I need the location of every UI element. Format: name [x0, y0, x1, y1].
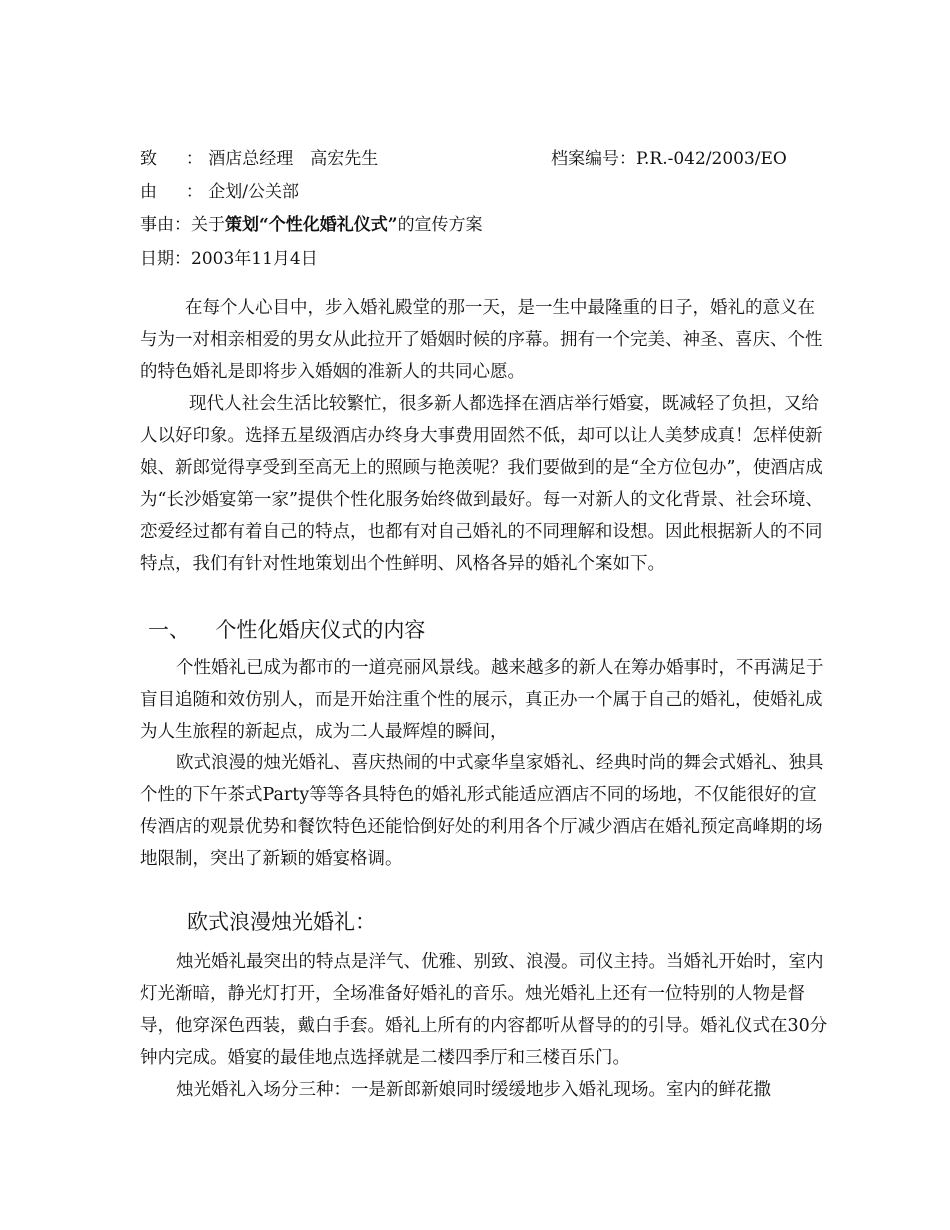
- memo-subject-prefix: 事由：关于: [140, 215, 225, 235]
- subsection-paragraph-2: 烛光婚礼入场分三种：一是新郎新娘同时缓缓地步入婚礼现场。室内的鲜花撒: [176, 1080, 771, 1100]
- memo-subject: [140, 210, 483, 235]
- section-number: 一、: [148, 618, 190, 642]
- memo-to-value: 酒店总经理 高宏先生: [208, 149, 379, 169]
- memo-to-colon: ：: [185, 149, 203, 169]
- section-heading: [148, 614, 425, 644]
- section-paragraph-2: 欧式浪漫的烛光婚礼、喜庆热闹的中式豪华皇家婚礼、经典时尚的舞会式婚礼、独具个性的下午茶式Party等等各具特色的婚礼形式能适应酒店不同的场地，不仅能很好的宣传酒店的观景优势和餐饮特色还能恰倒好处的利用各个厅减少酒店在婚礼预定高峰期的场地限制，突出了新颖的婚宴格调。: [140, 753, 824, 869]
- intro-paragraph-1: 在每个人心目中，步入婚礼殿堂的那一天，是一生中最隆重的日子，婚礼的意义在与为一对相亲相爱的男女从此拉开了婚姻时候的序幕。拥有一个完美、神圣、喜庆、个性的特色婚礼是即将步入婚姻的准新人的共同心愿。: [140, 298, 823, 382]
- section-paragraph-1: 个性婚礼已成为都市的一道亮丽风景线。越来越多的新人在筹办婚事时，不再满足于盲目追随和效仿别人，而是开始注重个性的展示，真正办一个属于自己的婚礼，使婚礼成为人生旅程的新起点，成为二人最辉煌的瞬间，: [140, 658, 824, 742]
- memo-date: 日期：2003年11月4日: [140, 249, 318, 269]
- memo-from-row: [140, 177, 299, 202]
- memo-subject-bold: 策划“个性化婚礼仪式”: [225, 215, 398, 235]
- subsection-title: 欧式浪漫烛光婚礼：: [187, 910, 376, 934]
- memo-file-number: 档案编号：P.R.-042/2003/EO: [551, 149, 787, 169]
- memo-to-label: 致: [140, 149, 157, 169]
- memo-from-value: 企划/公关部: [208, 182, 299, 202]
- intro-paragraph-2: 现代人社会生活比较繁忙，很多新人都选择在酒店举行婚宴，既减轻了负担，又给人以好印象。选择五星级酒店办终身大事费用固然不低，却可以让人美梦成真！怎样使新娘、新郎觉得享受到至高无上的照顾与艳羡呢？我们要做到的是“全方位包办”，使酒店成为“长沙婚宴第一家”提供个性化服务始终做到最好。每一对新人的文化背景、社会环境、恋爱经过都有着自己的特点，也都有对自己婚礼的不同理解和设想。因此根据新人的不同特点，我们有针对性地策划出个性鲜明、风格各异的婚礼个案如下。: [140, 394, 823, 574]
- memo-from-colon: ：: [185, 182, 203, 202]
- memo-to-row: [140, 144, 378, 169]
- memo-subject-suffix: 的宣传方案: [397, 215, 483, 235]
- section-title: 个性化婚庆仪式的内容: [215, 618, 426, 642]
- subsection-paragraph-1: 烛光婚礼最突出的特点是洋气、优雅、别致、浪漫。司仪主持。当婚礼开始时，室内灯光渐暗，静光灯打开，全场准备好婚礼的音乐。烛光婚礼上还有一位特别的人物是督导，他穿深色西装，戴白手套。婚礼上所有的内容都听从督导的的引导。婚礼仪式在30分钟内完成。婚宴的最佳地点选择就是二楼四季厅和三楼百乐门。: [140, 952, 828, 1068]
- memo-from-label: 由: [140, 182, 157, 202]
